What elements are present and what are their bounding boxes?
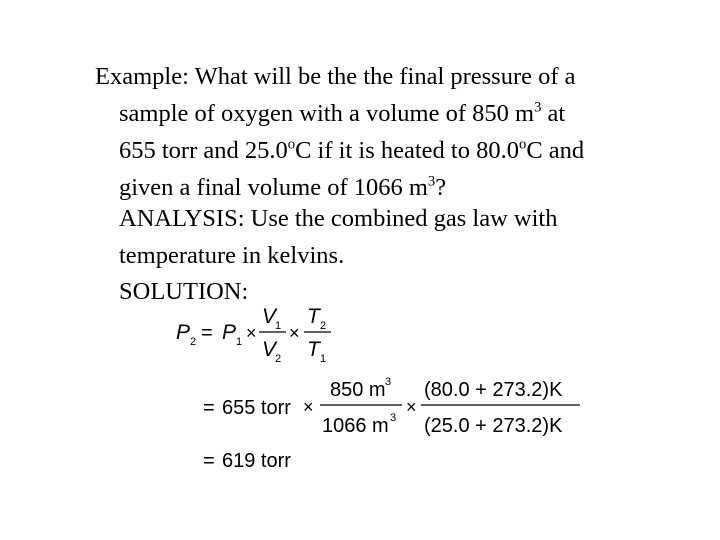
eq-v1-subscript: 1 xyxy=(275,320,282,332)
solution-label: SOLUTION: xyxy=(119,278,249,305)
eq-temperature-denominator: (25.0 + 273.2)K xyxy=(424,415,563,437)
eq-p1-subscript: 1 xyxy=(236,336,243,348)
equation-general-form xyxy=(176,305,331,365)
eq-p2-subscript: 2 xyxy=(190,336,197,348)
eq-temperature-numerator: (80.0 + 273.2)K xyxy=(424,379,563,401)
eq-volume-numerator: 850 m xyxy=(330,379,386,401)
eq-volume-denominator-exponent: 3 xyxy=(390,412,397,424)
question-line-3-a: 655 torr and 25.0 xyxy=(119,137,288,164)
eq-equals-1: = xyxy=(201,322,213,344)
eq-volume-denominator: 1066 m xyxy=(322,415,389,437)
eq-v2-subscript: 2 xyxy=(275,353,282,365)
cubic-superscript: 3 xyxy=(534,99,542,116)
degree-superscript: o xyxy=(287,136,296,153)
eq-times-1: × xyxy=(246,323,257,343)
eq-t1-symbol: T xyxy=(307,338,320,361)
question-line-4-end: ? xyxy=(435,174,447,201)
question-line-2-text: sample of oxygen with a volume of 850 m xyxy=(119,100,535,127)
eq-v2-symbol: V xyxy=(262,338,277,361)
eq-v1-symbol: V xyxy=(262,305,277,328)
question-line-3-c: C and xyxy=(526,137,585,164)
question-line-4-text: given a final volume of 1066 m xyxy=(119,174,428,201)
eq-volume-numerator-exponent: 3 xyxy=(385,376,392,388)
eq-times-4: × xyxy=(406,397,417,417)
eq-t2-symbol: T xyxy=(307,305,320,328)
equation-result xyxy=(203,450,291,472)
analysis-line-2: temperature in kelvins. xyxy=(119,242,345,269)
question-line-3-b: C if it is heated to 80.0 xyxy=(295,137,519,164)
eq-equals-3: = xyxy=(203,450,215,472)
eq-t1-subscript: 1 xyxy=(320,353,327,365)
cubic-superscript: 3 xyxy=(427,173,436,190)
equation-substitution xyxy=(203,376,580,437)
analysis-line-1: ANALYSIS: Use the combined gas law with xyxy=(119,205,558,232)
eq-times-3: × xyxy=(303,397,314,417)
eq-t2-subscript: 2 xyxy=(320,320,327,332)
eq-p2-symbol: P xyxy=(176,321,191,344)
eq-equals-2: = xyxy=(203,397,215,419)
eq-p1-symbol: P xyxy=(222,321,237,344)
degree-superscript: o xyxy=(518,136,527,153)
question-line-1: Example: What will be the the final pressure of a xyxy=(95,63,576,90)
eq-substituted-pressure: 655 torr xyxy=(222,397,291,419)
eq-result-value: 619 torr xyxy=(222,450,291,472)
eq-times-2: × xyxy=(289,323,300,343)
question-line-2-end: at xyxy=(541,100,566,127)
